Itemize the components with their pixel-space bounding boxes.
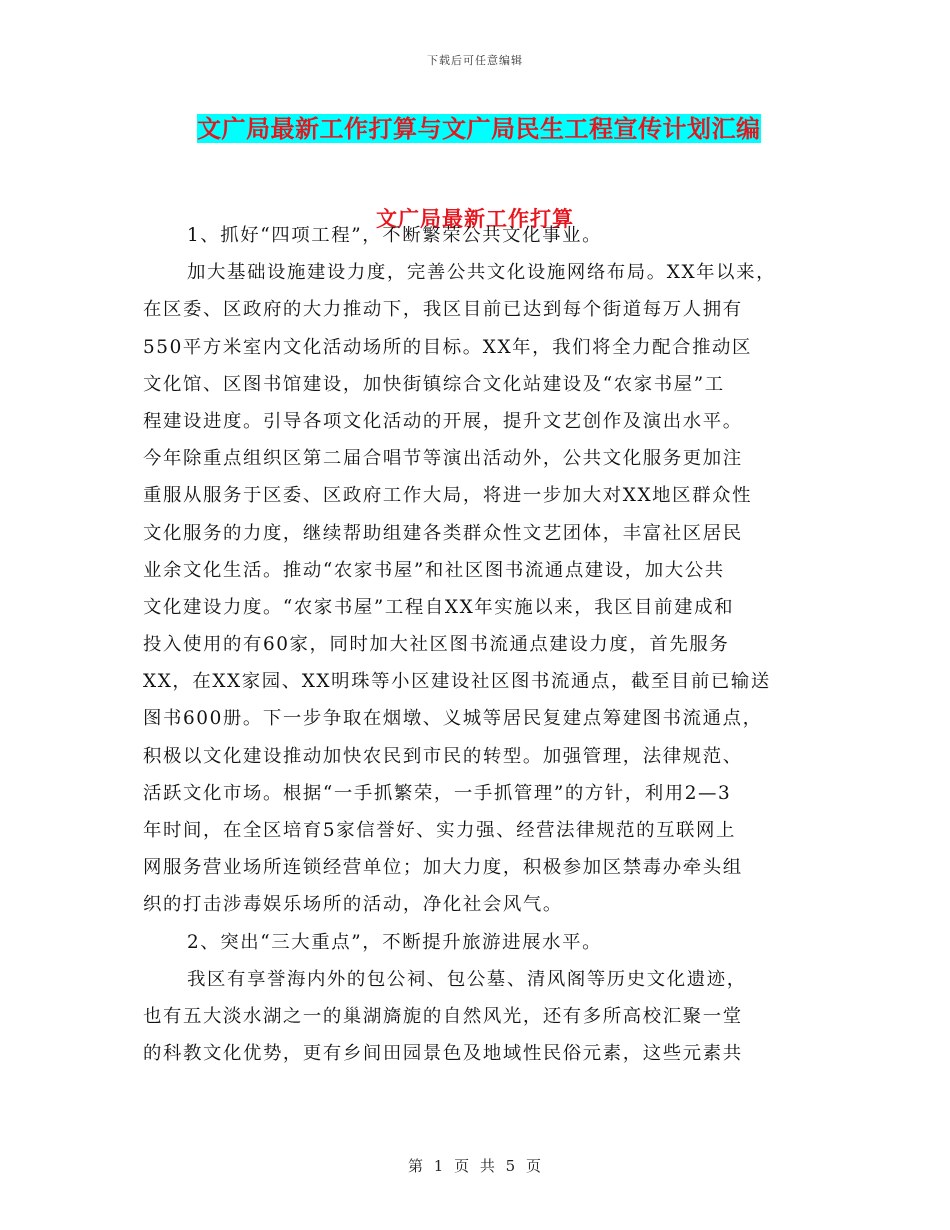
paragraph-line: 投入使用的有60家，同时加大社区图书流通点建设力度，首先服务	[143, 634, 730, 656]
page-header-note: 下载后可任意编辑	[427, 54, 523, 67]
paragraph-line: 活跃文化市场。根据“一手抓繁荣，一手抓管理”的方针，利用2—3	[143, 782, 732, 804]
document-title	[195, 114, 763, 144]
paragraph-line: 也有五大淡水湖之一的巢湖旖旎的自然风光，还有多所高校汇聚一堂	[143, 1005, 743, 1027]
paragraph-line: 网服务营业场所连锁经营单位；加大力度，积极参加区禁毒办牵头组	[143, 857, 743, 879]
paragraph-line: 文化馆、区图书馆建设，加快街镇综合文化站建设及“农家书屋”工	[143, 373, 725, 395]
page-number: 第 1 页 共 5 页	[408, 1157, 542, 1175]
paragraph-line: 我区有享誉海内外的包公祠、包公墓、清风阁等历史文化遗迹，	[187, 968, 747, 990]
paragraph-line: 年时间，在全区培育5家信誉好、实力强、经营法律规范的互联网上	[143, 820, 737, 841]
paragraph-heading: 2、突出“三大重点”，不断提升旅游进展水平。	[187, 931, 603, 953]
paragraph-line: XX，在XX家园、XX明珠等小区建设社区图书流通点，截至目前已输送	[143, 671, 771, 693]
paragraph-heading: 1、抓好“四项工程”，不断繁荣公共文化事业。	[187, 225, 603, 246]
paragraph-line: 文化服务的力度，继续帮助组建各类群众性文艺团体，丰富社区居民	[143, 522, 743, 544]
document-title-text: 文广局最新工作打算与文广局民生工程宣传计划汇编	[197, 114, 761, 143]
paragraph-line: 加大基础设施建设力度，完善公共文化设施网络布局。XX年以来，	[187, 262, 777, 284]
paragraph-line: 的科教文化优势，更有乡间田园景色及地域性民俗元素，这些元素共	[143, 1043, 743, 1065]
paragraph-line: 程建设进度。引导各项文化活动的开展，提升文艺创作及演出水平。	[143, 410, 743, 432]
section-title: 文广局最新工作打算	[376, 206, 574, 231]
paragraph-line: 织的打击涉毒娱乐场所的活动，净化社会风气。	[143, 894, 563, 916]
paragraph-line: 积极以文化建设推动加快农民到市民的转型。加强管理，法律规范、	[143, 745, 743, 767]
paragraph-line: 图书600册。下一步争取在烟墩、义城等居民复建点筹建图书流通点，	[143, 708, 763, 730]
paragraph-line: 文化建设力度。“农家书屋”工程自XX年实施以来，我区目前建成和	[143, 596, 735, 618]
paragraph-line: 业余文化生活。推动“农家书屋”和社区图书流通点建设，加大公共	[143, 559, 725, 581]
paragraph-line: 今年除重点组织区第二届合唱节等演出活动外，公共文化服务更加注	[143, 448, 743, 470]
document-body	[143, 217, 823, 1072]
paragraph-line: 重服从服务于区委、区政府工作大局，将进一步加大对XX地区群众性	[143, 485, 753, 507]
paragraph-line: 550平方米室内文化活动场所的目标。XX年，我们将全力配合推动区	[143, 336, 753, 358]
paragraph-line: 在区委、区政府的大力推动下，我区目前已达到每个街道每万人拥有	[143, 299, 743, 321]
